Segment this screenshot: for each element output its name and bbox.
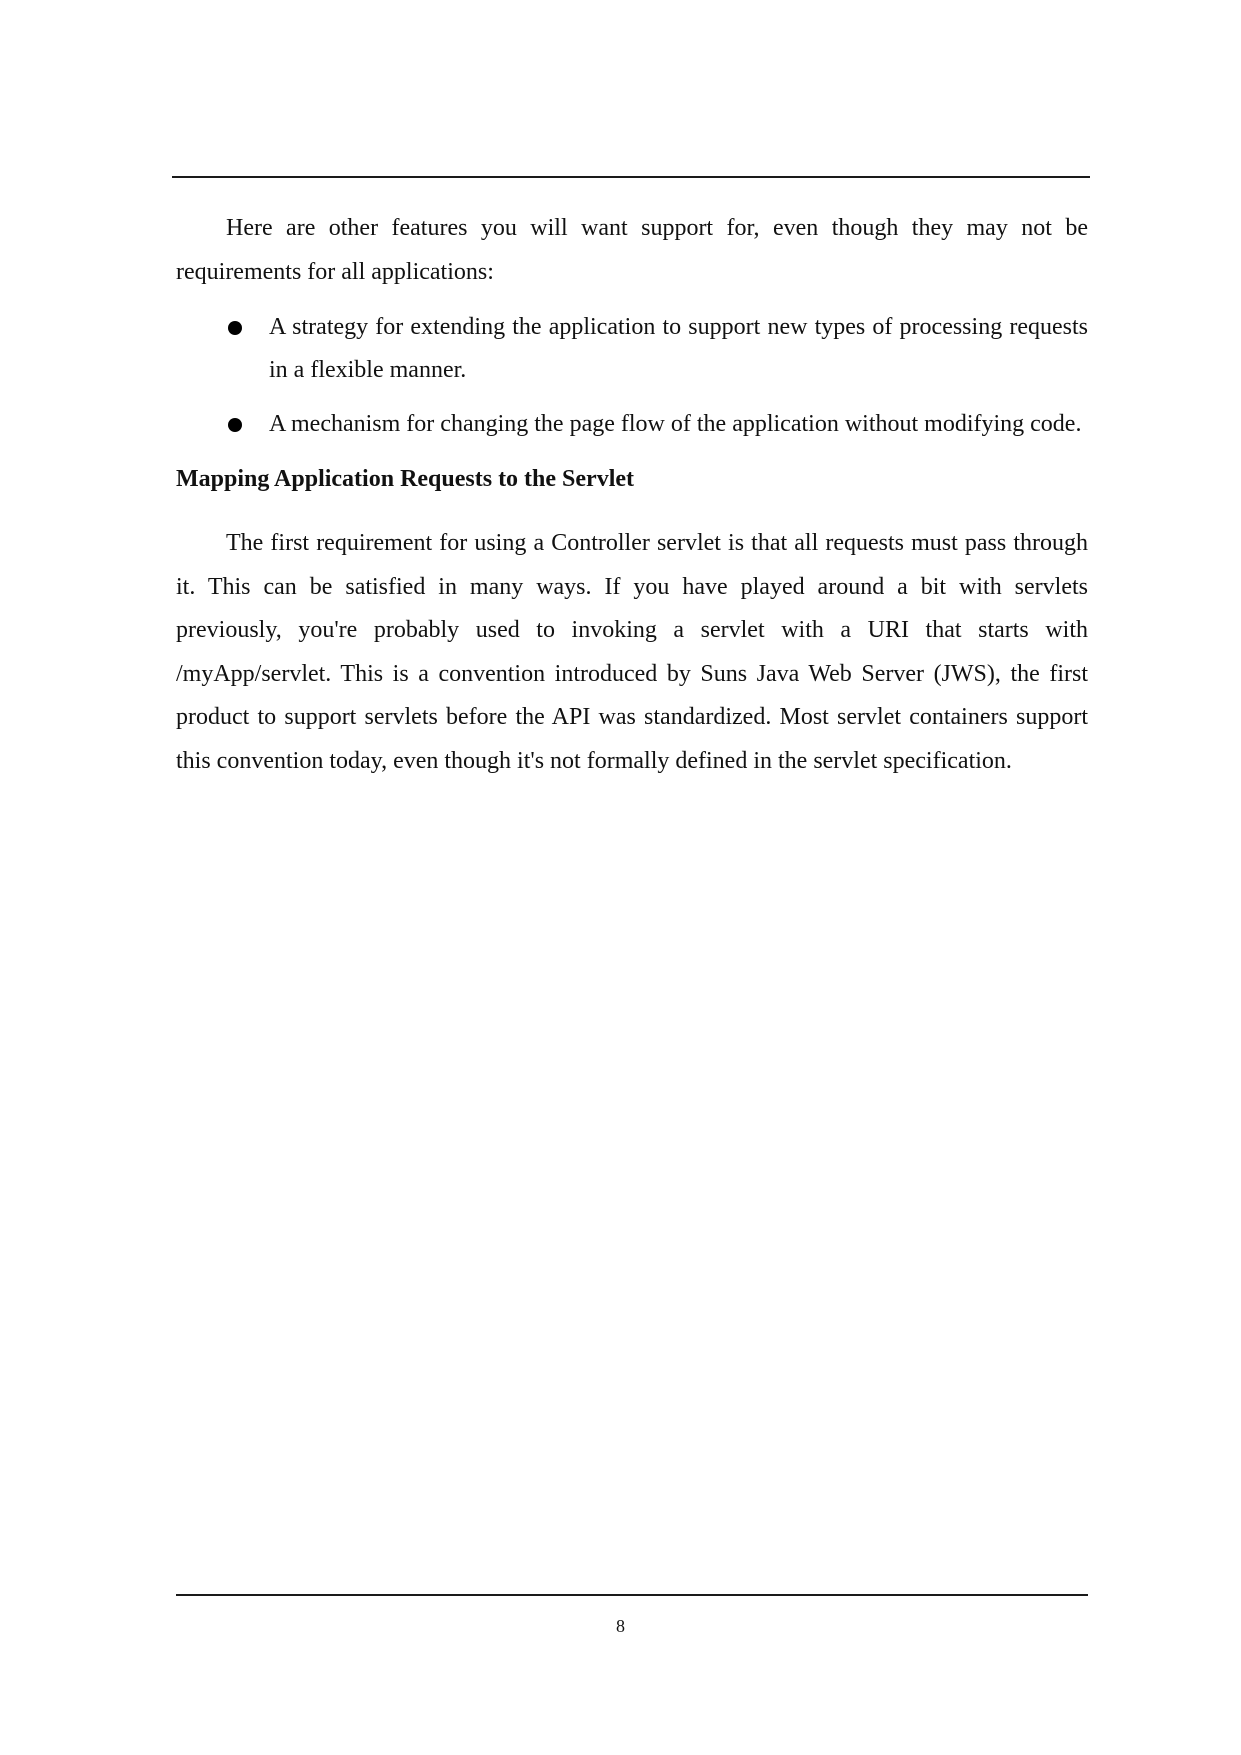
intro-paragraph: Here are other features you will want support for, even though they may not be requirements for all applications:	[176, 215, 1088, 285]
feature-list	[176, 306, 1088, 446]
bullet-icon	[228, 321, 242, 335]
list-item	[176, 306, 1088, 392]
bullet-icon	[228, 418, 242, 432]
list-item-text: A mechanism for changing the page flow of the application without modifying code.	[269, 411, 1082, 437]
header-rule	[172, 176, 1090, 178]
page-number: 8	[616, 1616, 625, 1636]
list-item-text: A strategy for extending the application to support new types of processing requests in a flexible manner.	[269, 314, 1088, 383]
section-body-paragraph: The first requirement for using a Controller servlet is that all requests must pass through it. This can be satisfied in many ways. If you have played around a bit with servlets previously, you're probably used to invoking a servlet with a URI that starts with /myApp/servlet. This is a convention introduced by Suns Java Web Server (JWS), the first product to support servlets before the API was standardized. Most servlet containers support this convention today, even though it's not formally defined in the servlet specification.	[176, 530, 1088, 774]
list-item	[176, 403, 1088, 446]
page-body	[176, 207, 1088, 783]
footer-rule	[176, 1594, 1088, 1596]
section-heading: Mapping Application Requests to the Servlet	[176, 466, 635, 492]
